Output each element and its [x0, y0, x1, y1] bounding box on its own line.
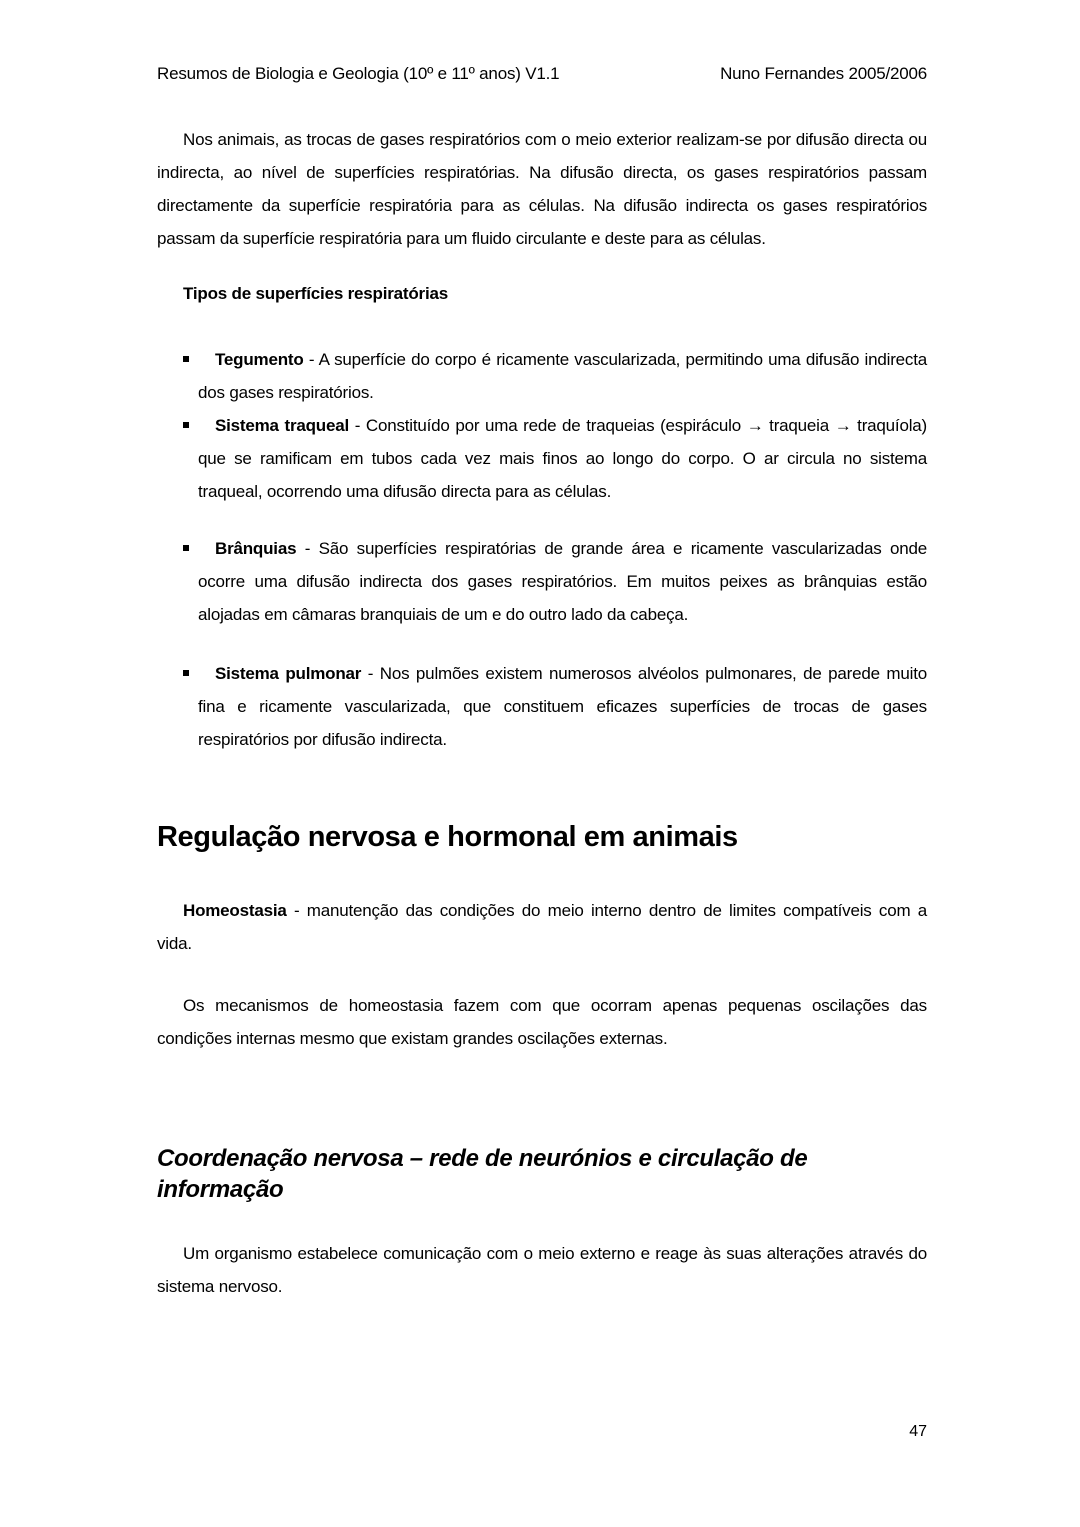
section-heading-regulacao: Regulação nervosa e hormonal em animais: [157, 821, 738, 853]
bullet-term: Brânquias: [215, 539, 297, 558]
bullet-text: - Constituído por uma rede de traqueias (espiráculo → traqueia → traquíola) que se ramificam em tubos cada vez mais finos ao longo do corpo. O ar circula no sistema traqueal, ocorrendo uma difusão directa para as células.: [198, 416, 927, 501]
square-bullet-icon: [183, 545, 189, 551]
homeostasia-text: - manutenção das condições do meio interno dentro de limites compatíveis com a vida.: [157, 901, 927, 953]
homeostasia-paragraph: [157, 894, 927, 960]
bullet-term: Sistema pulmonar: [215, 664, 362, 683]
list-item-tegumento: [157, 343, 927, 409]
respiratory-surfaces-list: [157, 343, 927, 756]
document-content: [0, 64, 1080, 1303]
header-left-title: Resumos de Biologia e Geologia (10º e 11º anos) V1.1: [157, 64, 560, 83]
closing-paragraph: Um organismo estabelece comunicação com o meio externo e reage às suas alterações através do sistema nervoso.: [157, 1244, 927, 1296]
bullet-term: Tegumento: [215, 350, 304, 369]
page-header: [157, 64, 927, 84]
square-bullet-icon: [183, 422, 189, 428]
mechanisms-paragraph: Os mecanismos de homeostasia fazem com que ocorram apenas pequenas oscilações das condições internas mesmo que existam grandes oscilações externas.: [157, 996, 927, 1048]
list-item-sistema-pulmonar: [157, 657, 927, 756]
header-right-author: Nuno Fernandes 2005/2006: [720, 64, 927, 83]
bullet-text: - A superfície do corpo é ricamente vascularizada, permitindo uma difusão indirecta dos gases respiratórios.: [198, 350, 927, 402]
bullet-text: - São superfícies respiratórias de grande área e ricamente vascularizadas onde ocorre uma difusão indirecta dos gases respiratórios. Em muitos peixes as brânquias estão alojadas em câmaras branquiais de um e do outro lado da cabeça.: [198, 539, 927, 624]
list-item-sistema-traqueal: [157, 409, 927, 508]
homeostasia-term: Homeostasia: [183, 901, 287, 920]
square-bullet-icon: [183, 670, 189, 676]
intro-paragraph: Nos animais, as trocas de gases respiratórios com o meio exterior realizam-se por difusão directa ou indirecta, ao nível de superfícies respiratórias. Na difusão directa, os gases respiratórios passam directamente da superfície respiratória para as células. Na difusão indirecta os gases respiratórios passam da superfície respiratória para um fluido circulante e deste para as células.: [157, 130, 927, 248]
bullet-text: - Nos pulmões existem numerosos alvéolos pulmonares, de parede muito fina e ricamente vascularizada, que constituem eficazes superfícies de trocas de gases respiratórios por difusão indirecta.: [198, 664, 927, 749]
subheading-tipos-superficies: Tipos de superfícies respiratórias: [183, 284, 448, 303]
page-number: 47: [909, 1423, 927, 1440]
square-bullet-icon: [183, 356, 189, 362]
subsection-heading-coordenacao: Coordenação nervosa – rede de neurónios e circulação de informação: [157, 1145, 808, 1203]
bullet-term: Sistema traqueal: [215, 416, 350, 435]
list-item-branquias: [157, 532, 927, 631]
